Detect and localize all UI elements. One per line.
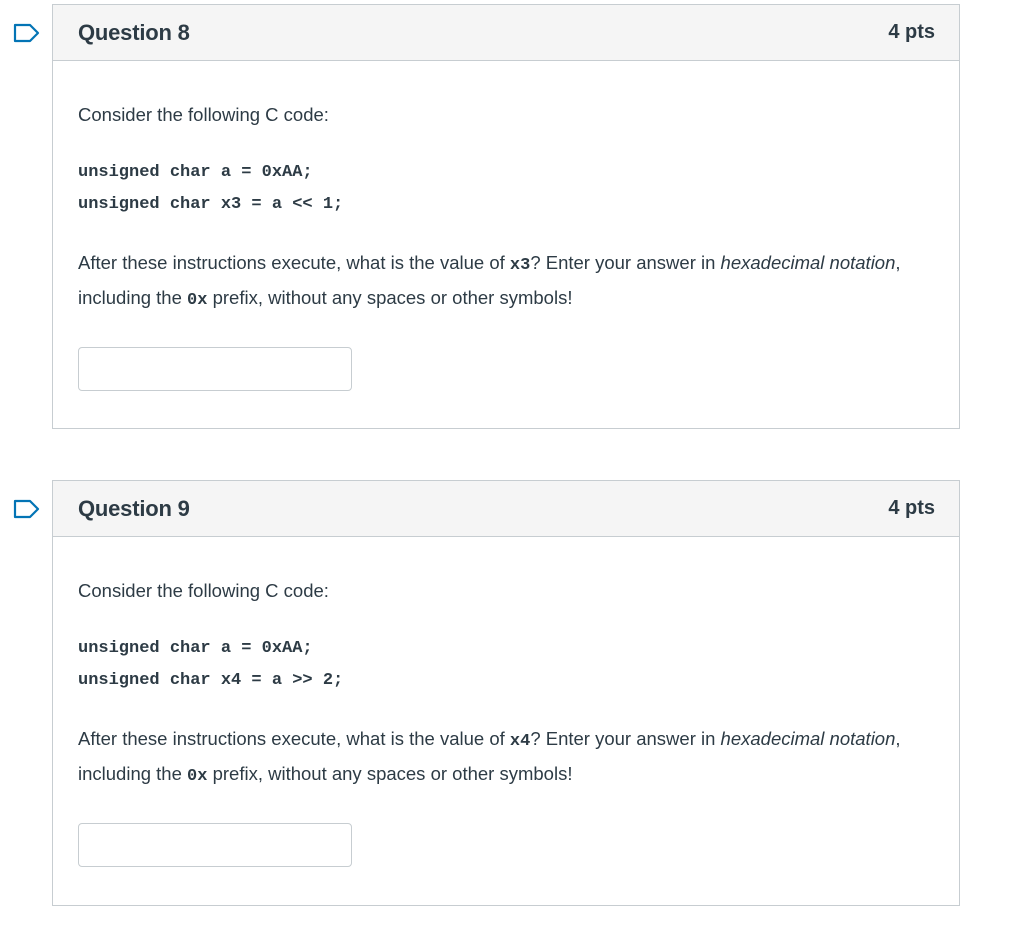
question-header [53,5,959,61]
code-line: unsigned char a = 0xAA; [78,163,313,182]
prompt-text: After these instructions execute, what is the value of [78,252,510,273]
prompt-text: , including the [78,728,901,784]
code-line: unsigned char x4 = a >> 2; [78,671,344,690]
question-prompt [78,247,934,317]
question-intro: Consider the following C code: [78,580,329,601]
prompt-text: prefix, without any spaces or other symbols! [207,763,573,784]
question-8 [52,4,960,429]
code-line: unsigned char a = 0xAA; [78,639,313,658]
question-intro: Consider the following C code: [78,104,329,125]
variable-name: x3 [509,256,531,275]
emphasis-text: hexadecimal notation [720,252,896,273]
question-header [53,481,959,537]
emphasis-text: hexadecimal notation [720,728,896,749]
question-prompt [78,723,934,793]
answer-input[interactable] [78,347,352,391]
answer-input[interactable] [78,823,352,867]
question-title: Question 8 [78,19,190,45]
variable-name: x4 [509,732,531,751]
prompt-text: After these instructions execute, what is the value of [78,728,510,749]
code-block [78,633,934,697]
prompt-text: , including the [78,252,901,308]
hex-prefix: 0x [187,767,208,786]
question-9 [52,480,960,906]
code-line: unsigned char x3 = a << 1; [78,195,344,214]
hex-prefix: 0x [187,291,208,310]
flag-question-button[interactable] [13,499,41,519]
question-title: Question 9 [78,495,190,521]
question-points: 4 pts [888,21,935,43]
prompt-text: ? Enter your answer in [530,728,721,749]
flag-outline-icon [13,23,41,43]
code-block [78,157,934,221]
flag-question-button[interactable] [13,23,41,43]
flag-outline-icon [13,499,41,519]
question-body [53,537,959,867]
question-body [53,61,959,391]
prompt-text: ? Enter your answer in [530,252,721,273]
question-points: 4 pts [888,497,935,519]
prompt-text: prefix, without any spaces or other symbols! [207,287,573,308]
